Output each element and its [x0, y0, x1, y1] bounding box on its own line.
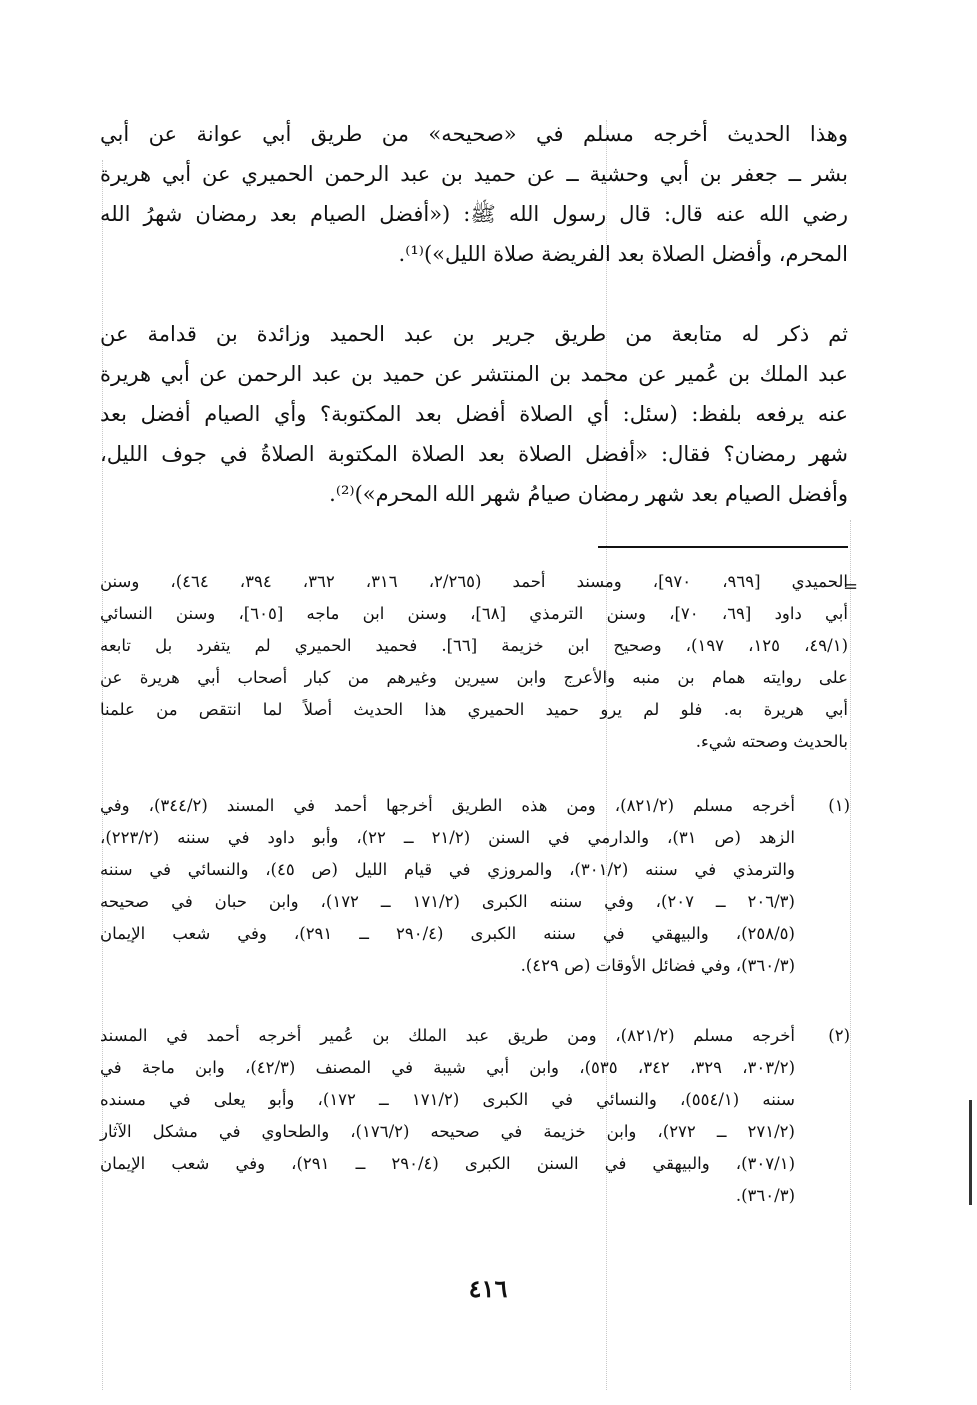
paragraph-2: [100, 314, 848, 524]
paragraph-line: وأفضل الصيام بعد شهر رمضان صيامُ شهر الله المحرم»)⁽²⁾.: [329, 482, 848, 506]
footnote-line: أبي داود [٦٩، ٧٠]، وسنن الترمذي [٦٨]، وسنن ابن ماجه [٦٠٥]، وسنن النسائي: [100, 604, 848, 623]
footnote-line: (٤٩/١، ١٢٥، ١٩٧)، وصحيح ابن خزيمة [٦٦]. فحميد الحميري لم يتفرد بل تابعه: [100, 636, 849, 655]
footnote-line: بالحديث وصحته شيء.: [695, 732, 848, 751]
footnote-line: الحميدي [٩٦٩، ٩٧٠]، ومسند أحمد (٢/٢٦٥، ٣١٦، ٣٦٢، ٣٩٤، ٤٦٤)، وسنن: [100, 572, 848, 591]
footnote-line: على روايته همام بن منبه والأعرج وابن سيرين وغيرهم من كبار أصحاب أبي هريرة عن: [100, 668, 848, 687]
footnote-line: (٢٥٨/٥)، والبيهقي في سننه الكبرى (٢٩٠/٤ ــ ٢٩١)، وفي شعب الإيمان: [100, 924, 795, 943]
footnote-line: سننه (٥٥٤/١)، والنسائي في الكبرى (١٧١/٢ ــ ١٧٢)، وأبو يعلى في مسنده: [100, 1090, 795, 1109]
paragraph-line: رضي الله عنه قال: قال رسول الله ﷺ: («أفضل الصيام بعد رمضان شهرُ الله: [100, 202, 848, 226]
footnote-2: [100, 1020, 795, 1220]
footnote-line: أخرجه مسلم (٨٢١/٢)، ومن طريق عبد الملك بن عُمير أخرجه أحمد في المسند: [100, 1026, 795, 1045]
footnote-number: (١): [828, 796, 850, 815]
footnote-number: (٢): [828, 1026, 850, 1045]
footnote-continued: [100, 566, 848, 766]
footnote-1: [100, 790, 795, 990]
paragraph-line: بشر ــ جعفر بن أبي وحشية ــ عن حميد بن عبد الرحمن الحميري عن أبي هريرة: [100, 162, 848, 186]
footnote-line: والترمذي في سننه (٣٠١/٢)، والمروزي في قيام الليل (ص ٤٥)، والنسائي في سننه: [100, 860, 795, 879]
page-number: ٤١٦: [468, 1274, 508, 1303]
paragraph-1: [100, 114, 848, 284]
footnote-line: (٣٠٧/١)، والبيهقي في السنن الكبرى (٢٩٠/٤ ــ ٢٩١)، وفي شعب الإيمان: [100, 1154, 795, 1173]
footnote-line: أخرجه مسلم (٨٢١/٢)، ومن هذه الطريق أخرجها أحمد في المسند (٣٤٤/٢)، وفي: [100, 796, 795, 815]
footnote-line: (٣٠٣/٢، ٣٢٩، ٣٤٢، ٥٣٥)، وابن أبي شيبة في المصنف (٤٢/٣)، وابن ماجة في: [100, 1058, 795, 1077]
paragraph-line: شهر رمضان؟ فقال: «أفضل الصلاة بعد الصلاة المكتوبة الصلاةُ في جوف الليل،: [100, 442, 848, 466]
scan-guide-line: [850, 520, 851, 1390]
paragraph-line: عبد الملك بن عُمير عن محمد بن المنتشر عن حميد بن عبد الرحمن عن أبي هريرة: [100, 362, 848, 386]
footnote-separator: [598, 546, 848, 548]
paragraph-line: وهذا الحديث أخرجه مسلم في «صحيحه» من طريق أبي عوانة عن أبي: [100, 122, 848, 146]
footnote-line: (٢٧١/٢ ــ ٢٧٢)، وابن خزيمة في صحيحه (١٧٦/٢)، والطحاوي في مشكل الآثار: [100, 1122, 795, 1141]
footnote-line: الزهد (ص ٣١)، والدارمي في السنن (٢١/٢ ــ ٢٢)، وأبو داود في سننه (٢٢٣/٢)،: [100, 828, 796, 847]
scan-edge-mark: [969, 1100, 972, 1205]
footnote-line: أبي هريرة به. فلو لم يرو حميد الحميري هذا الحديث أصلاً لما انتقص من علمنا: [100, 700, 848, 719]
footnote-line: (٢٠٦/٣ ــ ٢٠٧)، وفي سننه الكبرى (١٧١/٢ ــ ١٧٢)، وابن حبان في صحيحه: [100, 892, 795, 911]
paragraph-line: المحرم، وأفضل الصلاة بعد الفريضة صلاة الليل»)⁽¹⁾.: [398, 242, 848, 266]
footnote-line: (٣٦٠/٣).: [735, 1186, 795, 1205]
footnote-line: (٣٦٠/٣)، وفي فضائل الأوقات (ص ٤٢٩).: [520, 956, 795, 975]
paragraph-line: ثم ذكر له متابعة من طريق جرير بن عبد الحميد وزائدة بن قدامة عن: [100, 322, 848, 346]
footnote-continuation-marker: =: [843, 576, 859, 597]
paragraph-line: عنه يرفعه بلفظ: (سئل: أي الصلاة أفضل بعد المكتوبة؟ وأي الصيام أفضل بعد: [100, 402, 848, 426]
